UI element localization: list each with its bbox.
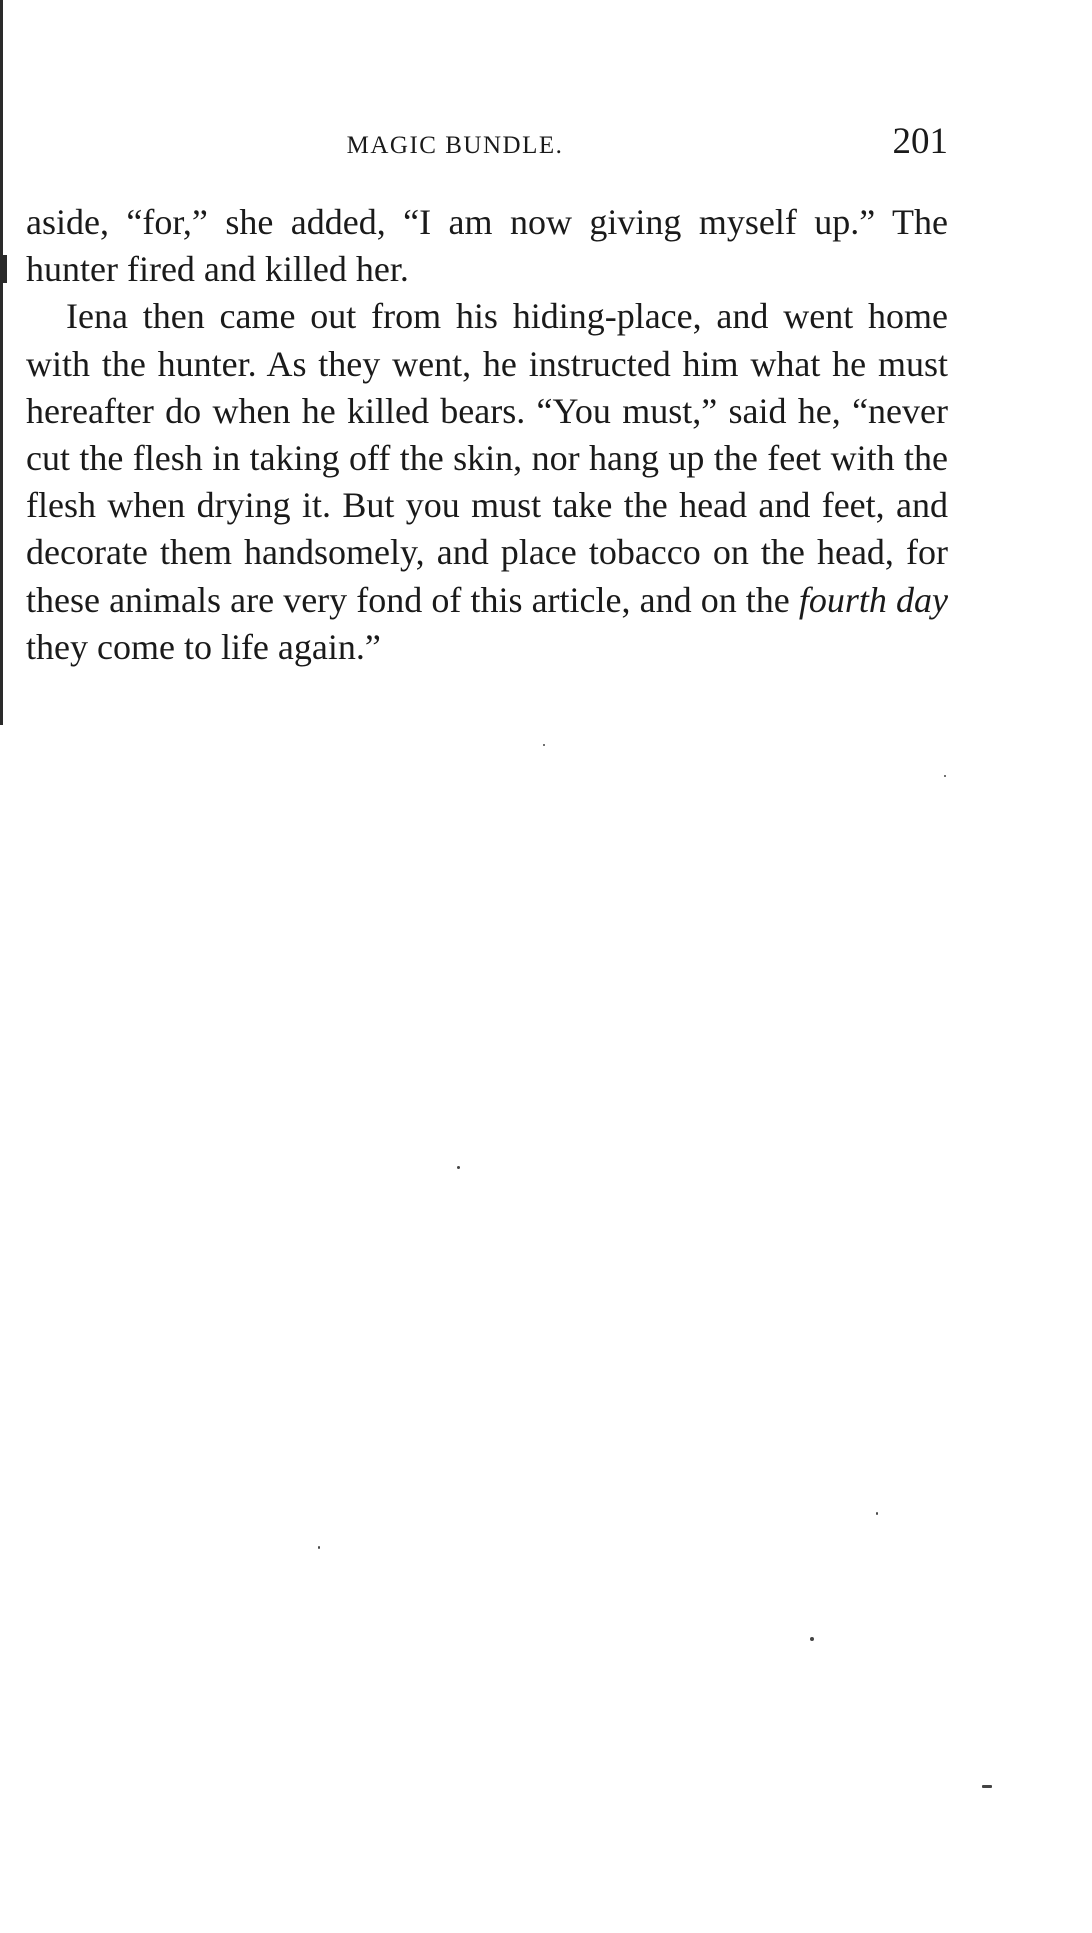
paper-speck xyxy=(543,744,545,746)
paper-speck xyxy=(982,1785,992,1788)
paper-speck xyxy=(318,1546,320,1549)
paragraph-2 xyxy=(26,293,948,671)
paper-speck xyxy=(810,1637,814,1641)
running-title: MAGIC BUNDLE. xyxy=(346,132,564,159)
paragraph-2-text: Iena then came out from his hiding-place, and went home with the hunter. As they went, he instructed him what he must hereafter do when he killed bears. “You must,” said he, “never cut the flesh in taking off the skin, nor hang up the feet with the flesh when drying it. But you must take the head and feet, and decorate them handsomely, and place tobacco on the head, for these animals are very fond of this article, and on the xyxy=(26,296,948,620)
paper-speck xyxy=(876,1512,878,1515)
paragraph-1: aside, “for,” she added, “I am now giving myself up.” The hunter fired and killed her. xyxy=(26,202,948,290)
binding-notch xyxy=(0,255,7,283)
paper-speck xyxy=(457,1166,460,1169)
italic-phrase: fourth day xyxy=(798,579,949,620)
body-text xyxy=(26,199,948,671)
paper-speck xyxy=(944,775,946,777)
running-head xyxy=(26,120,948,170)
page-number: 201 xyxy=(892,121,948,162)
binding-edge xyxy=(0,0,3,725)
paragraph-2-ending: they come to life again.” xyxy=(26,626,381,667)
